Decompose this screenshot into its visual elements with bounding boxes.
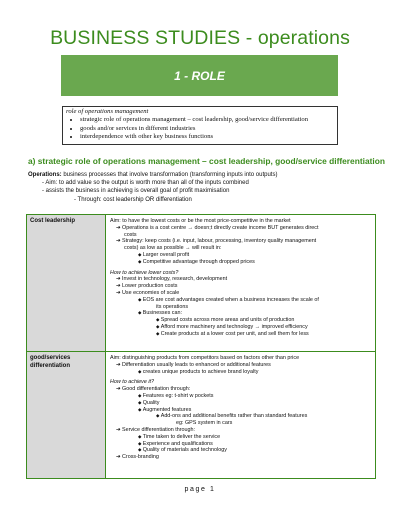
note-line: ◆ Features eg: t-shirt w pockets	[110, 393, 370, 400]
row-label-line: good/services	[30, 355, 71, 361]
contents-item: • interdependence with other key business functions	[80, 133, 334, 141]
note-line: costs	[124, 231, 137, 238]
intro-line: - Through: cost leadership OR differentiation	[74, 196, 192, 203]
note-line: ◆ Time taken to deliver the service	[110, 434, 370, 441]
notes-table	[26, 214, 376, 479]
contents-item: • goods and/or services in different industries	[80, 125, 334, 133]
note-line: costs) as low as possible → will result in:	[124, 245, 222, 252]
definition-line	[28, 171, 378, 179]
note-line: ◆ Afford more machinery and technology → improved efficiency	[110, 324, 370, 331]
note-line: ➔ Invest in technology, research, development	[110, 276, 370, 283]
page-number: page 1	[184, 486, 216, 493]
note-line: ◆ Add-ons and additional benefits rather than standard features	[110, 413, 370, 420]
table-row	[27, 215, 375, 352]
intro-line: - assists the business in achieving is overall goal of profit maximisation	[42, 188, 230, 195]
note-line: ◆ creates unique products to achieve brand loyalty	[110, 369, 370, 376]
note-line: its operations	[156, 303, 189, 310]
note-line: ◆ Augmented features	[110, 407, 370, 414]
note-line: ➔ Lower production costs	[110, 283, 370, 290]
note-line: ➔ Operations is a cost centre → doesn;t directly create income BUT generates direct	[110, 225, 370, 232]
note-line: ◆ Create products at a lower cost per unit, and sell them for less	[110, 331, 370, 338]
note-line: How to achieve it?	[110, 379, 155, 386]
note-line: Aim: distinguishing products from competitors based on factors other than price	[110, 355, 300, 361]
contents-box	[62, 106, 338, 145]
note-line: How to achieve lower costs?	[110, 269, 179, 276]
contents-heading: role of operations management	[66, 108, 149, 115]
section-heading: a) strategic role of operations management – cost leadership, good/service differentiation	[28, 156, 385, 166]
banner-label: 1 - ROLE	[174, 68, 225, 83]
note-line: ➔ Service differentiation through:	[110, 427, 370, 434]
note-line: ➔ Good differentiation through:	[110, 386, 370, 393]
note-line: ➔ Strategy: keep costs (i.e. input, labour, processing, inventory quality management	[110, 238, 370, 245]
note-line: ◆ Spread costs across more areas and units of production	[110, 317, 370, 324]
note-line: ➔ Cross-branding	[110, 454, 370, 461]
row-content	[107, 352, 373, 478]
definition-term: Operations:	[28, 172, 62, 178]
intro-line: - Aim: to add value so the output is worth more than all of the inputs combined	[42, 180, 249, 187]
note-line: ◆ EOS are cost advantages created when a business increases the scale of	[110, 297, 370, 304]
note-line: ◆ Competitive advantage through dropped prices	[110, 259, 370, 266]
row-label: Cost leadership	[27, 215, 106, 351]
note-line: ◆ Businesses can:	[110, 310, 370, 317]
definition-text: business processes that involve transformation (transforming inputs into outputs)	[61, 172, 278, 178]
section-banner	[61, 55, 338, 96]
contents-item: • strategic role of operations management – cost leadership, good/service differentiation	[80, 116, 334, 124]
note-line: ➔ Differentiation usually leads to enhanced or additional features	[110, 362, 370, 369]
row-label-line: differentiation	[30, 362, 70, 369]
note-line: ◆ Experience and qualifications	[110, 441, 370, 448]
note-line: eg: GPS system in cars	[176, 420, 233, 427]
contents-list	[66, 116, 334, 141]
row-label	[27, 352, 106, 478]
note-line: ◆ Larger overall profit	[110, 252, 370, 259]
row-content	[107, 215, 373, 351]
note-line: ◆ Quality of materials and technology	[110, 447, 370, 454]
page-title: BUSINESS STUDIES - operations	[50, 27, 350, 49]
note-line: ➔ Use economies of scale	[110, 290, 370, 297]
note-line: Aim: to have the lowest costs or be the most price-competitive in the market	[110, 218, 291, 224]
intro-block	[28, 171, 378, 204]
table-row	[27, 352, 375, 478]
note-line: ◆ Quality	[110, 400, 370, 407]
